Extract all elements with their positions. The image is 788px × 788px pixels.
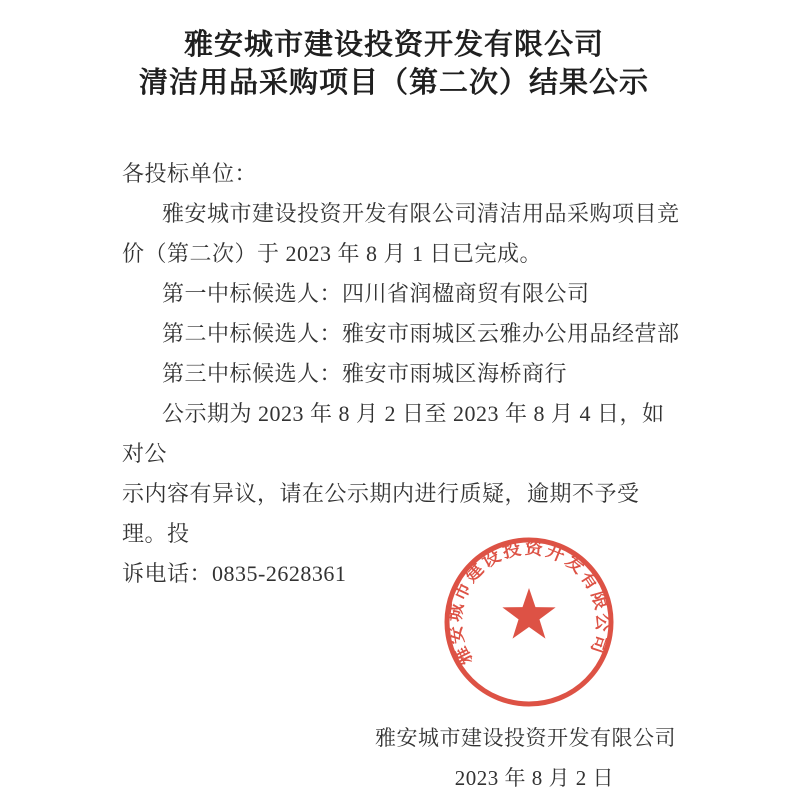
candidate-line-second: 第二中标候选人：雅安市雨城区云雅办公用品经营部 <box>162 321 680 346</box>
publicity-period-line-2: 示内容有异议，请在公示期内进行质疑，逾期不予受理。投 <box>122 481 640 546</box>
candidate-line-third: 第三中标候选人：雅安市雨城区海桥商行 <box>162 361 568 386</box>
salutation-line: 各投标单位： <box>122 161 258 186</box>
seal-arc-text: 雅安城市建设投资开发有限公司 <box>444 537 614 669</box>
signature-date: 2023 年 8 月 2 日 <box>454 766 614 788</box>
body-line-completion-1: 雅安城市建设投资开发有限公司清洁用品采购项目竞 <box>162 201 680 226</box>
title-line-1: 雅安城市建设投资开发有限公司 <box>183 29 604 61</box>
star-icon <box>502 588 555 639</box>
publicity-period-line-1: 公示期为 2023 年 8 月 2 日至 2023 年 8 月 4 日，如对公 <box>122 401 665 466</box>
body-line-completion-2: 价（第二次）于 2023 年 8 月 1 日已完成。 <box>122 241 543 266</box>
candidate-line-first: 第一中标候选人：四川省润楹商贸有限公司 <box>162 281 590 306</box>
signature-block <box>0 718 788 788</box>
signature-company: 雅安城市建设投资开发有限公司 <box>375 726 676 750</box>
document-title <box>60 26 728 102</box>
complaint-phone-line: 诉电话：0835-2628361 <box>122 561 347 586</box>
title-line-2: 清洁用品采购项目（第二次）结果公示 <box>138 67 649 99</box>
document-body <box>0 154 788 594</box>
